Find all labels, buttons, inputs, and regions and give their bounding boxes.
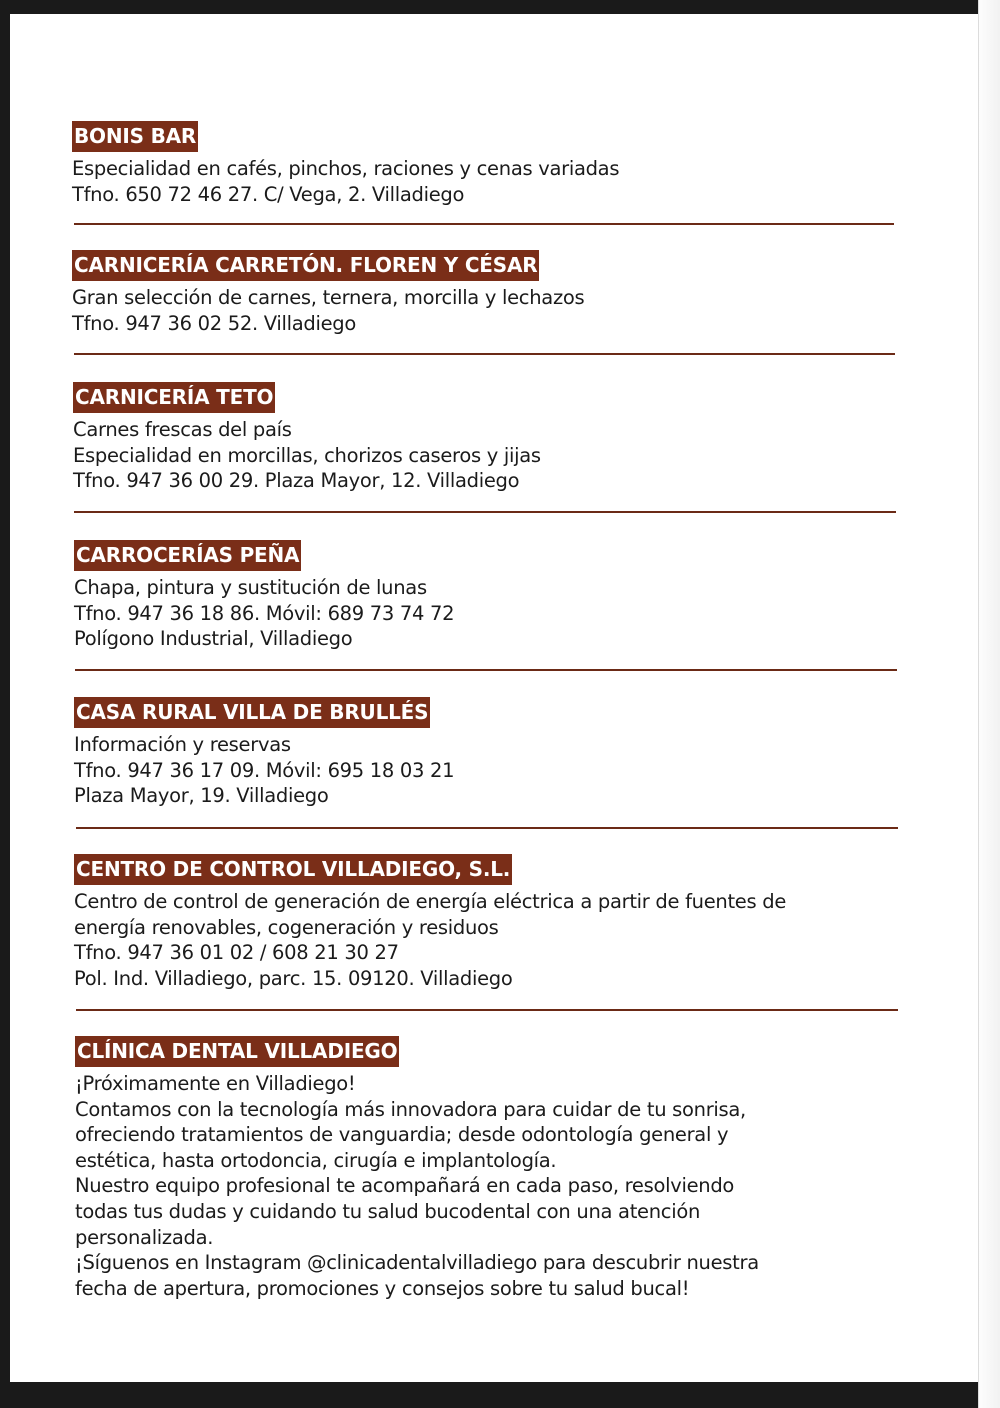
entry-line: Plaza Mayor, 19. Villadiego xyxy=(74,784,329,808)
entry-line: Carnes frescas del país xyxy=(73,418,292,441)
entry-centro-de-control xyxy=(74,854,904,991)
entry-line: Nuestro equipo profesional te acompañará en cada paso, resolviendo xyxy=(75,1174,735,1198)
entry-body xyxy=(74,575,904,652)
entry-body xyxy=(74,889,904,991)
entry-line: Tfno. 947 36 17 09. Móvil: 695 18 03 21 xyxy=(74,758,455,782)
entry-line: Contamos con la tecnología más innovadora para cuidar de tu sonrisa, xyxy=(75,1097,746,1121)
entry-line: todas tus dudas y cuidando tu salud bucodental con una atención xyxy=(75,1199,701,1223)
entry-body xyxy=(72,285,902,336)
entry-line: Gran selección de carnes, ternera, morcilla y lechazos xyxy=(72,286,585,309)
entry-title: CARROCERÍAS PEÑA xyxy=(74,540,301,571)
entry-body xyxy=(75,1071,905,1301)
entry-title: CASA RURAL VILLA DE BRULLÉS xyxy=(74,697,430,728)
entry-body xyxy=(73,417,903,494)
entry-line: estética, hasta ortodoncia, cirugía e implantología. xyxy=(75,1148,557,1172)
entry-line: Centro de control de generación de energía eléctrica a partir de fuentes de xyxy=(74,890,787,913)
divider-rule xyxy=(74,353,895,355)
entry-line: Especialidad en cafés, pinchos, raciones y cenas variadas xyxy=(72,157,620,180)
entry-clinica-dental xyxy=(75,1036,905,1301)
entry-body xyxy=(74,732,904,809)
entry-line: fecha de apertura, promociones y consejos sobre tu salud bucal! xyxy=(75,1276,690,1300)
divider-rule xyxy=(76,827,898,829)
entry-line: ¡Próximamente en Villadiego! xyxy=(75,1072,356,1095)
entry-line: Tfno. 947 36 02 52. Villadiego xyxy=(72,311,356,335)
entry-line: Tfno. 650 72 46 27. C/ Vega, 2. Villadiego xyxy=(72,182,465,206)
entry-line: Información y reservas xyxy=(74,733,291,756)
entry-carrocerias-pena xyxy=(74,540,904,652)
entry-title: BONIS BAR xyxy=(72,121,198,152)
entry-line: Tfno. 947 36 18 86. Móvil: 689 73 74 72 xyxy=(74,601,455,625)
entry-line: Pol. Ind. Villadiego, parc. 15. 09120. Villadiego xyxy=(74,966,513,990)
divider-rule xyxy=(75,669,897,671)
entry-line: personalizada. xyxy=(75,1225,214,1249)
divider-rule xyxy=(74,223,894,225)
entry-casa-rural xyxy=(74,697,904,809)
entry-line: Especialidad en morcillas, chorizos caseros y jijas xyxy=(73,443,541,467)
entry-body xyxy=(72,156,902,207)
document-page xyxy=(10,14,978,1382)
entry-title: CLÍNICA DENTAL VILLADIEGO xyxy=(75,1036,399,1067)
entry-line: Tfno. 947 36 00 29. Plaza Mayor, 12. Villadiego xyxy=(73,469,520,493)
scan-edge xyxy=(978,0,1000,1408)
entry-title: CARNICERÍA TETO xyxy=(73,382,275,413)
entry-title: CARNICERÍA CARRETÓN. FLOREN Y CÉSAR xyxy=(72,250,539,281)
divider-rule xyxy=(76,1009,898,1011)
entry-line: energía renovables, cogeneración y residuos xyxy=(74,915,499,939)
divider-rule xyxy=(74,511,896,513)
entry-line: Tfno. 947 36 01 02 / 608 21 30 27 xyxy=(74,941,399,965)
entry-title: CENTRO DE CONTROL VILLADIEGO, S.L. xyxy=(74,854,512,885)
entry-carniceria-carreton xyxy=(72,250,902,336)
entry-line: ¡Síguenos en Instagram @clinicadentalvilladiego para descubrir nuestra xyxy=(75,1251,759,1275)
entry-line: Chapa, pintura y sustitución de lunas xyxy=(74,576,427,599)
entry-line: ofreciendo tratamientos de vanguardia; desde odontología general y xyxy=(75,1123,729,1147)
entry-line: Polígono Industrial, Villadiego xyxy=(74,627,353,651)
entry-carniceria-teto xyxy=(73,382,903,494)
entry-bonis-bar xyxy=(72,121,902,207)
